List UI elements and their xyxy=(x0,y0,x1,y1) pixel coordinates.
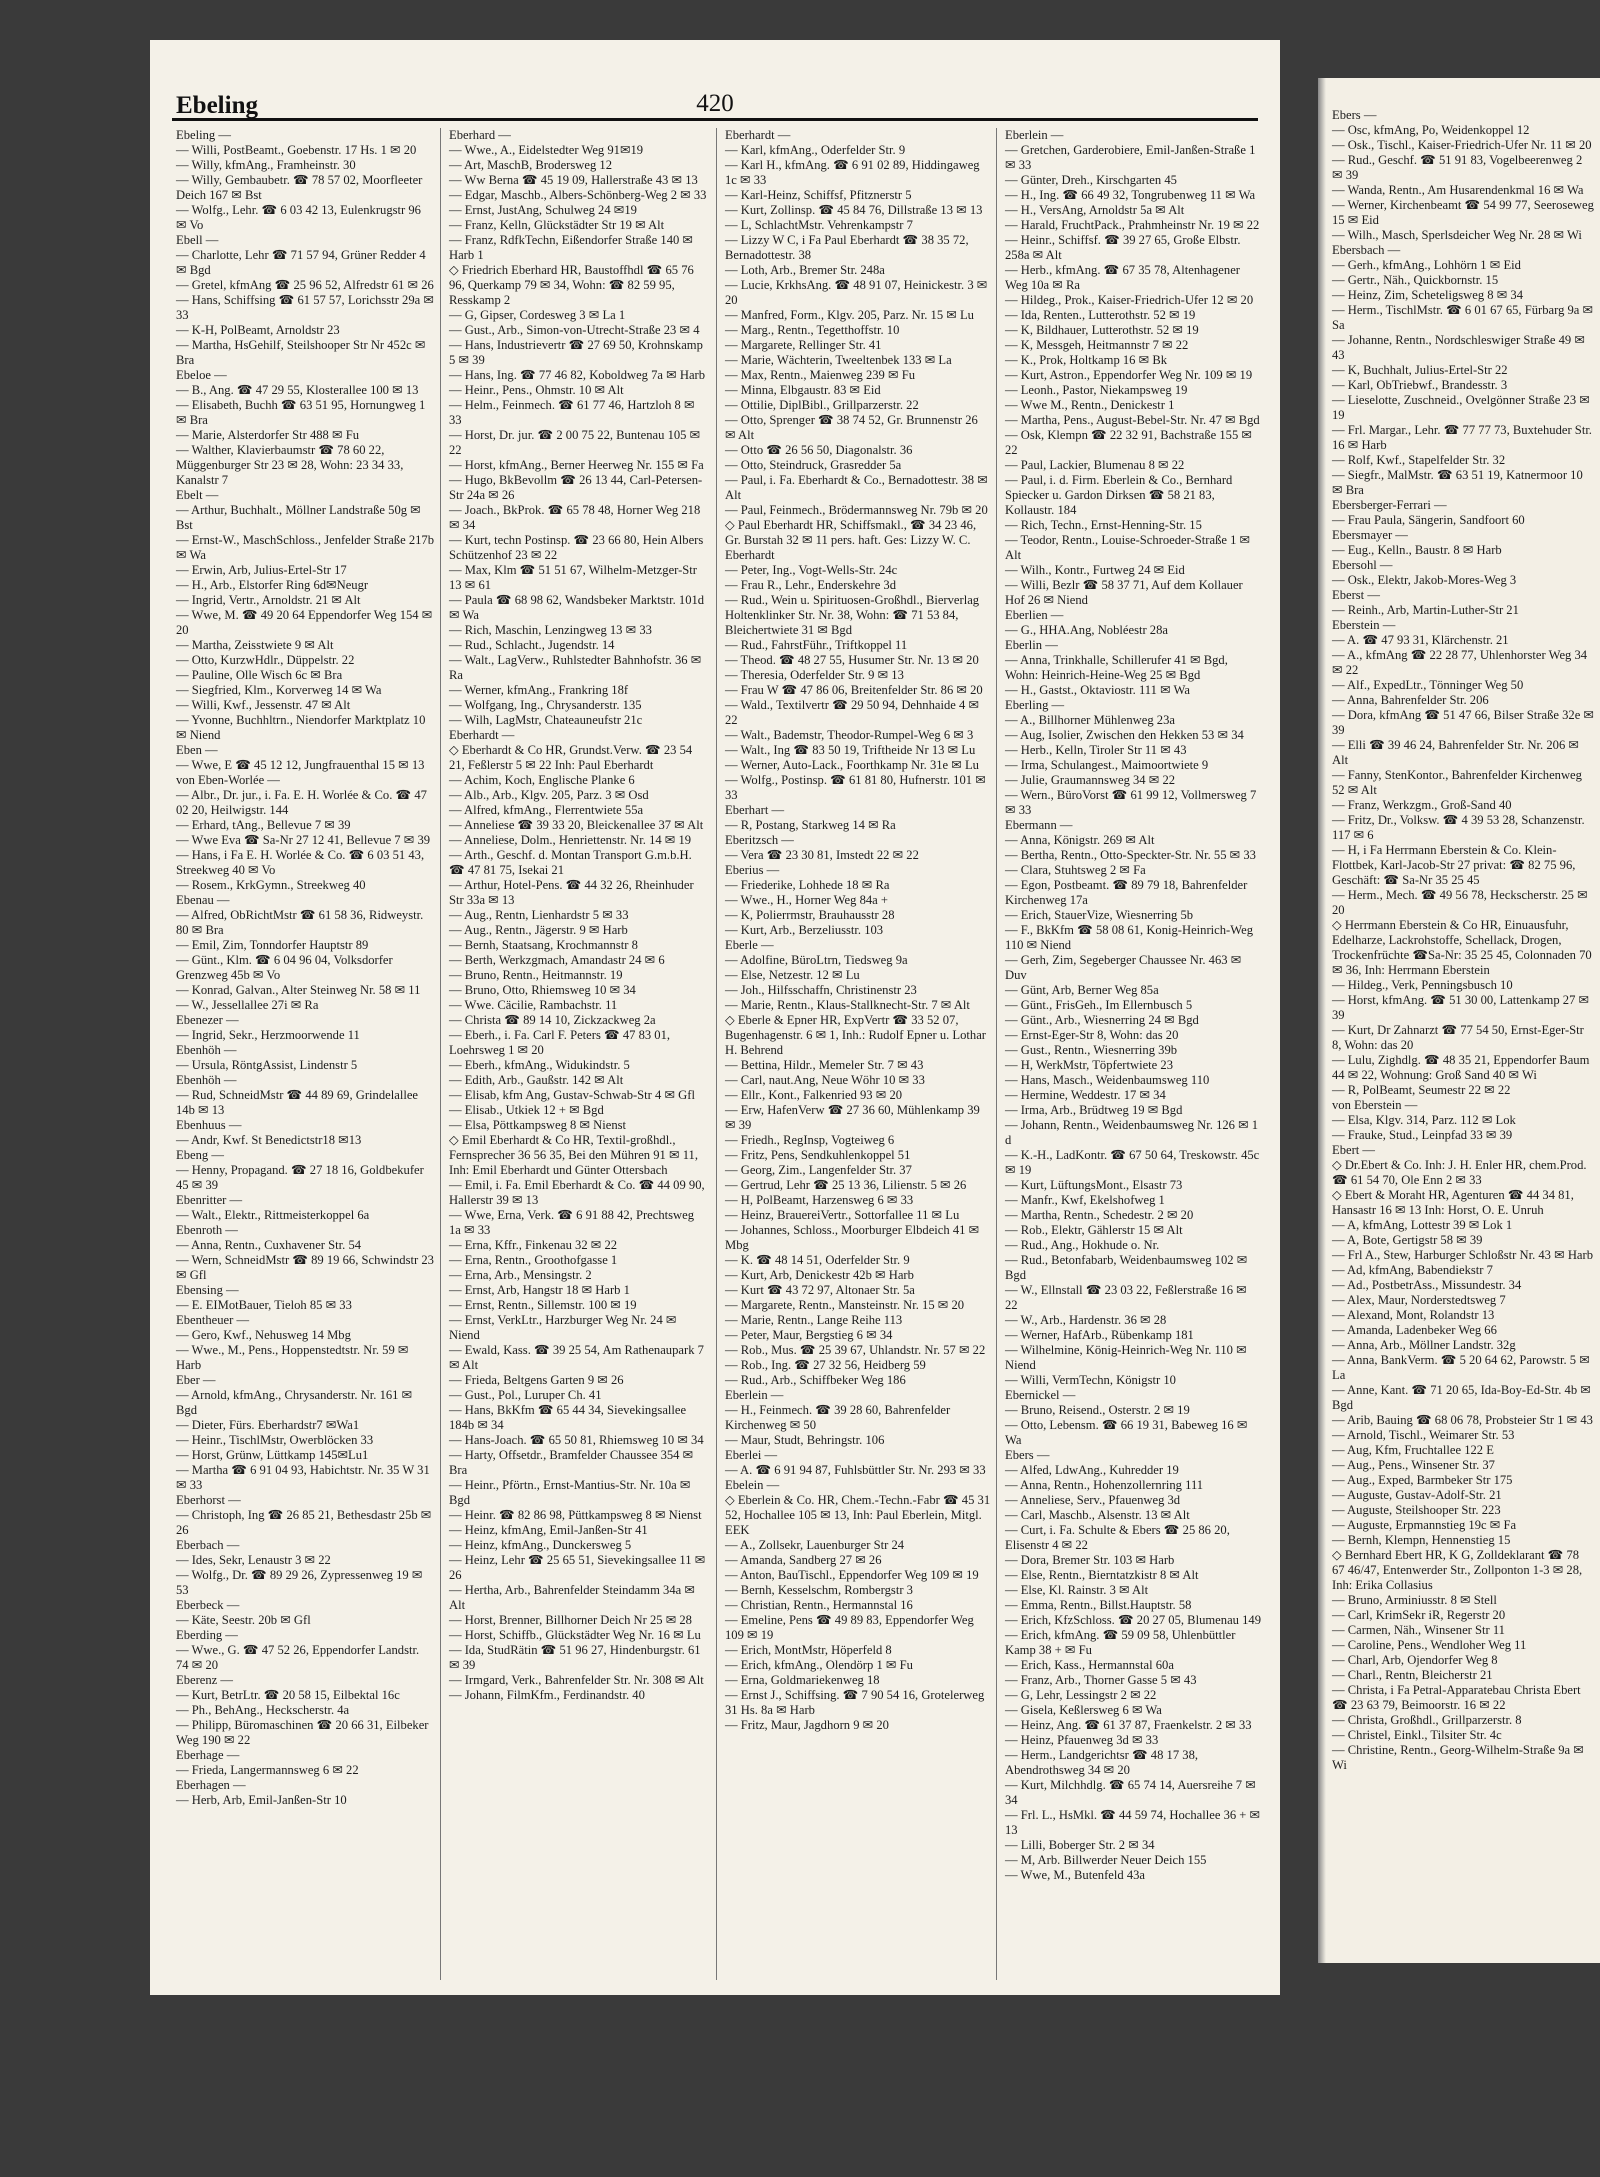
column-3-text: Eberhardt — — Karl, kfmAng., Oderfelder Str. 9 — Karl H., kfmAng. ☎ 6 91 02 89, Hiddingaweg 1c ✉ 33 — Karl-Heinz, Schiffsf, Pfitznerstr 5 — Kurt, Zollinsp. ☎ 45 84 76, Dillstraße 13 ✉ 13 — L, SchlachtMstr. Vehrenkampstr 7 — Lizzy W C, i Fa Paul Eberhardt ☎ 38 35 72, Bernadottestr. 38 — Loth, Arb., Bremer Str. 248a — Lucie, KrkhsAng. ☎ 48 91 07, Heinickestr. 3 ✉ 20 — Manfred, Form., Klgv. 205, Parz. Nr. 15 ✉ Lu — Marg., Rentn., Tegetthoffstr. 10 — Margarete, Rellinger Str. 41 — Marie, Wächterin, Tweeltenbek 133 ✉ La — Max, Rentn., Maienweg 239 ✉ Fu — Minna, Elbgaustr. 83 ✉ Eid — Ottilie, DiplBibl., Grillparzerstr. 22 — Otto, Sprenger ☎ 38 74 52, Gr. Brunnenstr 26 ✉ Alt — Otto ☎ 26 56 50, Diagonalstr. 36 — Otto, Steindruck, Grasredder 5a — Paul, i. Fa. Eberhardt & Co., Bernadottestr. 38 ✉ Alt — Paul, Feinmech., Brödermannsweg Nr. 79b ✉ 20 ◇ Paul Eberhardt HR, Schiffsmakl., ☎ 34 23 46, Gr. Burstah 32 ✉ 11 pers. haft. Ges: Lizzy W. C. Eberhardt — Peter, Ing., Vogt-Wells-Str. 24c — Frau R., Lehr., Enderskehre 3d — Rud., Wein u. Spirituosen-Großhdl., Bierverlag Holtenklinker Str. Nr. 38, Wohn: ☎ 71 53 84, Bleichertwiete 31 ✉ Bgd — Rud., FahrstFühr., Triftkoppel 11 — Theod. ☎ 48 27 55, Husumer Str. Nr. 13 ✉ 20 — Theresia, Oderfelder Str. 9 ✉ 13 — Frau W ☎ 47 86 06, Breitenfelder Str. 86 ✉ 20 — Wald., Textilvertr ☎ 29 50 94, Dehnhaide 4 ✉ 22 — Walt., Bademstr, Theodor-Rumpel-Weg 6 ✉ 3 — Walt., Ing ☎ 83 50 19, Triftheide Nr 13 ✉ Lu — Werner, Auto-Lack., Foorthkamp Nr. 31e ✉ Lu — Wolfg., Postinsp. ☎ 61 81 80, Hufnerstr. 101 ✉ 33 Eberhart — — R, Postang, Starkweg 14 ✉ Ra Eberitzsch — — Vera ☎ 23 30 81, Imstedt 22 ✉ 22 Eberius — — Friederike, Lohhede 18 ✉ Ra — Wwe., H., Horner Weg 84a + — K, Polierrmstr, Brauhausstr 28 — Kurt, Arb., Berzeliusstr. 103 Eberle — — Adolfine, BüroLtrn, Tiedsweg 9a — Else, Netzestr. 12 ✉ Lu — Joh., Hilfsschaffn, Christinenstr 23 — Marie, Rentn., Klaus-Stallknecht-Str. 7 ✉ Alt ◇ Eberle & Epner HR, ExpVertr ☎ 33 52 07, Bugenhagenstr. 6 ✉ 1, Inh.: Rudolf Epner u. Lothar H. Behrend — Bettina, Hildr., Memeler Str. 7 ✉ 43 — Carl, naut.Ang, Neue Wöhr 10 ✉ 33 — Ellr., Kont., Falkenried 93 ✉ 20 — Erw, HafenVerw ☎ 27 36 60, Mühlenkamp 39 ✉ 39 — Friedh., RegInsp, Vogteiweg 6 — Fritz, Pens, Sendkuhlenkoppel 51 — Georg, Zim., Langenfelder Str. 37 — Gertrud, Lehr ☎ 25 13 36, Lilienstr. 5 ✉ 26 — H, PolBeamt, Harzensweg 6 ✉ 33 — Heinz, BrauereiVertr., Sottorfallee 11 ✉ Lu — Johannes, Schloss., Moorburger Elbdeich 41 ✉ Mbg — K. ☎ 48 14 51, Oderfelder Str. 9 — Kurt, Arb, Denickestr 42b ✉ Harb — Kurt ☎ 43 72 97, Altonaer Str. 5a — Margarete, Rentn., Mansteinstr. Nr. 15 ✉ 20 — Marie, Rentn., Lange Reihe 113 — Peter, Maur, Bergstieg 6 ✉ 34 — Rob., Mus. ☎ 25 39 67, Uhlandstr. Nr. 57 ✉ 22 — Rob., Ing. ☎ 27 32 56, Heidberg 59 — Rud., Arb., Schiffbeker Weg 186 Eberlein — — H., Feinmech. ☎ 39 28 60, Bahrenfelder Kirchenweg ✉ 50 — Maur, Studt, Behringstr. 106 Eberlei — — A. ☎ 6 91 94 87, Fuhlsbüttler Str. Nr. 293 ✉ 33 Ebelein — ◇ Eberlein & Co. HR, Chem.-Techn.-Fabr ☎ 45 31 52, Hochallee 105 ✉ 13, Inh: Paul Eberlein, Mitgl. EEK — A., Zollsekr, Lauenburger Str 24 — Amanda, Sandberg 27 ✉ 26 — Anton, BauTischl., Eppendorfer Weg 109 ✉ 19 — Bernh, Kesselschm, Rombergstr 3 — Christian, Rentn., Hermannstal 16 — Emeline, Pens ☎ 49 89 83, Eppendorfer Weg 109 ✉ 19 — Erich, MontMstr, Höperfeld 8 — Erich, kfmAng., Olendörp 1 ✉ Fu — Erna, Goldmariekenweg 18 — Ernst J., Schiffsing. ☎ 7 90 54 16, Grotelerweg 31 Hs. 8a ✉ Harb — Fritz, Maur, Jagdhorn 9 ✉ 20 xyxy=(725,128,991,1732)
column-2-text: Eberhard — — Wwe., A., Eidelstedter Weg 91✉19 — Art, MaschB, Brodersweg 12 — Ww Berna ☎ 45 19 09, Hallerstraße 43 ✉ 13 — Edgar, Maschb., Albers-Schönberg-Weg 2 ✉ 33 — Ernst, JustAng, Schulweg 24 ✉19 — Franz, Kelln, Glückstädter Str 19 ✉ Alt — Franz, RdfkTechn, Eißendorfer Straße 140 ✉ Harb 1 ◇ Friedrich Eberhard HR, Baustoffhdl ☎ 65 76 96, Querkamp 79 ✉ 34, Wohn: ☎ 82 59 95, Resskamp 2 — G, Gipser, Cordesweg 3 ✉ La 1 — Gust., Arb., Simon-von-Utrecht-Straße 23 ✉ 4 — Hans, Industrievertr ☎ 27 69 50, Krohnskamp 5 ✉ 39 — Hans, Ing. ☎ 77 46 82, Koboldweg 7a ✉ Harb — Heinr., Pens., Ohmstr. 10 ✉ Alt — Helm., Feinmech. ☎ 61 77 46, Hartzloh 8 ✉ 33 — Horst, Dr. jur. ☎ 2 00 75 22, Buntenau 105 ✉ 22 — Horst, kfmAng., Berner Heerweg Nr. 155 ✉ Fa — Hugo, BkBevollm ☎ 26 13 44, Carl-Petersen-Str 24a ✉ 26 — Joach., BkProk. ☎ 65 78 48, Horner Weg 218 ✉ 34 — Kurt, techn Postinsp. ☎ 23 66 80, Hein Albers Schützenhof 23 ✉ 22 — Max, Klm ☎ 51 51 67, Wilhelm-Metzger-Str 13 ✉ 61 — Paula ☎ 68 98 62, Wandsbeker Marktstr. 101d ✉ Wa — Rich, Maschin, Lenzingweg 13 ✉ 33 — Rud., Schlacht., Jugendstr. 14 — Walt., LagVerw., Ruhlstedter Bahnhofstr. 36 ✉ Ra — Werner, kfmAng., Frankring 18f — Wolfgang, Ing., Chrysanderstr. 135 — Wilh, LagMstr, Chateauneufstr 21c Eberhardt — ◇ Eberhardt & Co HR, Grundst.Verw. ☎ 23 54 21, Feßlerstr 5 ✉ 22 Inh: Paul Eberhardt — Achim, Koch, Englische Planke 6 — Alb., Arb., Klgv. 205, Parz. 3 ✉ Osd — Alfred, kfmAng., Flerrentwiete 55a — Anneliese ☎ 39 33 20, Bleickenallee 37 ✉ Alt — Anneliese, Dolm., Henriettenstr. Nr. 14 ✉ 19 — Arth., Geschf. d. Montan Transport G.m.b.H. ☎ 47 81 75, Isekai 21 — Arthur, Hotel-Pens. ☎ 44 32 26, Rheinhuder Str 33a ✉ 13 — Aug., Rentn, Lienhardstr 5 ✉ 33 — Aug., Rentn., Jägerstr. 9 ✉ Harb — Bernh, Staatsang, Krochmannstr 8 — Berth, Werkzgmach, Amandastr 24 ✉ 6 — Bruno, Rentn., Heitmannstr. 19 — Bruno, Otto, Rhiemsweg 10 ✉ 34 — Wwe. Cäcilie, Rambachstr. 11 — Christa ☎ 89 14 10, Zickzackweg 2a — Eberh., i. Fa. Carl F. Peters ☎ 47 83 01, Loehrsweg 1 ✉ 20 — Eberh., kfmAng., Widukindstr. 5 — Edith, Arb., Gaußstr. 142 ✉ Alt — Elisab, kfm Ang, Gustav-Schwab-Str 4 ✉ Gfl — Elisab., Utkiek 12 + ✉ Bgd — Elsa, Pöttkampsweg 8 ✉ Nienst ◇ Emil Eberhardt & Co HR, Textil-großhdl., Fernsprecher 36 56 35, Bei den Mühren 91 ✉ 11, Inh: Emil Eberhardt und Günter Ottersbach — Emil, i. Fa. Emil Eberhardt & Co. ☎ 44 09 90, Hallerstr 39 ✉ 13 — Wwe, Erna, Verk. ☎ 6 91 88 42, Prechtsweg 1a ✉ 33 — Erna, Kffr., Finkenau 32 ✉ 22 — Erna, Rentn., Groothofgasse 1 — Erna, Arb., Mensingstr. 2 — Ernst, Arb, Hangstr 18 ✉ Harb 1 — Ernst, Rentn., Sillemstr. 100 ✉ 19 — Ernst, VerkLtr., Harzburger Weg Nr. 24 ✉ Niend — Ewald, Kass. ☎ 39 25 54, Am Rathenaupark 7 ✉ Alt — Frieda, Beltgens Garten 9 ✉ 26 — Gust., Pol., Luruper Ch. 41 — Hans, BkKfm ☎ 65 44 34, Sievekingsallee 184b ✉ 34 — Hans-Joach. ☎ 65 50 81, Rhiemsweg 10 ✉ 34 — Harty, Offsetdr., Bramfelder Chaussee 354 ✉ Bra — Heinr., Pförtn., Ernst-Mantius-Str. Nr. 10a ✉ Bgd — Heinr. ☎ 82 86 98, Püttkampsweg 8 ✉ Nienst — Heinz, kfmAng, Emil-Janßen-Str 41 — Heinz, kfmAng., Dunckersweg 5 — Heinz, Lehr ☎ 25 65 51, Sievekingsallee 11 ✉ 26 — Hertha, Arb., Bahrenfelder Steindamm 34a ✉ Alt — Horst, Brenner, Billhorner Deich Nr 25 ✉ 28 — Horst, Schiffb., Glückstädter Weg Nr. 16 ✉ Lu — Ida, StudRätin ☎ 51 96 27, Hindenburgstr. 61 ✉ 39 — Irmgard, Verk., Bahrenfelder Str. Nr. 308 ✉ Alt — Johann, FilmKfm., Ferdinandstr. 40 xyxy=(449,128,707,1702)
column-4-text: Eberlein — — Gretchen, Garderobiere, Emil-Janßen-Straße 1 ✉ 33 — Günter, Dreh., Kirschgarten 45 — H., Ing. ☎ 66 49 32, Tongrubenweg 11 ✉ Wa — H., VersAng, Arnoldstr 5a ✉ Alt — Harald, FruchtPack., Prahmheinstr Nr. 19 ✉ 22 — Heinr., Schiffsf. ☎ 39 27 65, Große Elbstr. 258a ✉ Alt — Herb., kfmAng. ☎ 67 35 78, Altenhagener Weg 10a ✉ Ra — Hildeg., Prok., Kaiser-Friedrich-Ufer 12 ✉ 20 — Ida, Renten., Lutterothstr. 52 ✉ 19 — K, Bildhauer, Lutterothstr. 52 ✉ 19 — K, Messgeh, Heitmannstr 7 ✉ 22 — K., Prok, Holtkamp 16 ✉ Bk — Kurt, Astron., Eppendorfer Weg Nr. 109 ✉ 19 — Leonh., Pastor, Niekampsweg 19 — Wwe M., Rentn., Denickestr 1 — Martha, Pens., August-Bebel-Str. Nr. 47 ✉ Bgd — Osk, Klempn ☎ 22 32 91, Bachstraße 155 ✉ 22 — Paul, Lackier, Blumenau 8 ✉ 22 — Paul, i. d. Firm. Eberlein & Co., Bernhard Spiecker u. Gardon Dirksen ☎ 58 21 83, Kollaustr. 184 — Rich, Techn., Ernst-Henning-Str. 15 — Teodor, Rentn., Louise-Schroeder-Straße 1 ✉ Alt — Wilh., Kontr., Furtweg 24 ✉ Eid — Willi, Bezlr ☎ 58 37 71, Auf dem Kollauer Hof 26 ✉ Niend Eberlien — — G., HHA.Ang, Nobléestr 28a Eberlin — — Anna, Trinkhalle, Schillerufer 41 ✉ Bgd, Wohn: Heinrich-Heine-Weg 25 ✉ Bgd — H., Gastst., Oktaviostr. 111 ✉ Wa Eberling — — A., Billhorner Mühlenweg 23a — Aug, Isolier, Zwischen den Hekken 53 ✉ 34 — Herb., Kelln, Tiroler Str 11 ✉ 43 — Irma, Schulangest., Maimoortwiete 9 — Julie, Graumannsweg 34 ✉ 22 — Wern., BüroVorst ☎ 61 99 12, Vollmersweg 7 ✉ 33 Ebermann — — Anna, Königstr. 269 ✉ Alt — Bertha, Rentn., Otto-Speckter-Str. Nr. 55 ✉ 33 — Clara, Stuhtsweg 2 ✉ Fa — Egon, Postbeamt. ☎ 89 79 18, Bahrenfelder Kirchenweg 17a — Erich, StauerVize, Wiesnerring 5b — F., BkKfm ☎ 58 08 61, Konig-Heinrich-Weg 110 ✉ Niend — Gerh, Zim, Segeberger Chaussee Nr. 463 ✉ Duv — Günt, Arb, Berner Weg 85a — Günt., FrisGeh., Im Ellernbusch 5 — Günt., Arb., Wiesnerring 24 ✉ Bgd — Ernst-Eger-Str 8, Wohn: das 20 — Gust., Rentn., Wiesnerring 39b — H, WerkMstr, Töpfertwiete 23 — Hans, Masch., Weidenbaumsweg 110 — Hermine, Weddestr. 17 ✉ 34 — Irma, Arb., Brüdtweg 19 ✉ Bgd — Johann, Rentn., Weidenbaumsweg Nr. 126 ✉ 1 d — K.-H., LadKontr. ☎ 67 50 64, Treskowstr. 45c ✉ 19 — Kurt, LüftungsMont., Elsastr 73 — Manfr., Kwf, Ekelshofweg 1 — Martha, Rentn., Schedestr. 2 ✉ 20 — Rob., Elektr, Gählerstr 15 ✉ Alt — Rud., Ang., Hokhude o. Nr. — Rud., Betonfabarb, Weidenbaumsweg 102 ✉ Bgd — W., Ellnstall ☎ 23 03 22, Feßlerstraße 16 ✉ 22 — W., Arb., Hardenstr. 36 ✉ 28 — Werner, HafArb., Rübenkamp 181 — Wilhelmine, König-Heinrich-Weg Nr. 110 ✉ Niend — Willi, VermTechn, Königstr 10 Ebernickel — — Bruno, Reisend., Osterstr. 2 ✉ 19 — Otto, Lebensm. ☎ 66 19 31, Babeweg 16 ✉ Wa Ebers — — Alfed, LdwAng., Kuhredder 19 — Anna, Rentn., Hohenzollernring 111 — Anneliese, Serv., Pfauenweg 3d — Carl, Maschb., Alsenstr. 13 ✉ Alt — Curt, i. Fa. Schulte & Ebers ☎ 25 86 20, Elisenstr 4 ✉ 22 — Dora, Bremer Str. 103 ✉ Harb — Else, Rentn., Bierntatzkistr 8 ✉ Alt — Else, Kl. Rainstr. 3 ✉ Alt — Emma, Rentn., Billst.Hauptstr. 58 — Erich, KfzSchloss. ☎ 20 27 05, Blumenau 149 — Erich, kfmAng. ☎ 59 09 58, Uhlenbüttler Kamp 38 + ✉ Fu — Erich, Kass., Hermannstal 60a — Franz, Arb., Thorner Gasse 5 ✉ 43 — G, Lehr, Lessingstr 2 ✉ 22 — Gisela, Keßlersweg 6 ✉ Wa — Heinz, Ang. ☎ 61 37 87, Fraenkelstr. 2 ✉ 33 — Heinz, Pfauenweg 3d ✉ 33 — Herm., Landgerichtsr ☎ 48 17 38, Abendrothsweg 34 ✉ 20 — Kurt, Milchhdlg. ☎ 65 74 14, Auersreihe 7 ✉ 34 — Frl. L., HsMkl. ☎ 44 59 74, Hochallee 36 + ✉ 13 — Lilli, Boberger Str. 2 ✉ 34 — M, Arb. Billwerder Neuer Deich 155 — Wwe, M., Butenfeld 43a xyxy=(1005,128,1261,1882)
page-gutter-shadow xyxy=(1318,78,1326,1963)
column-1 xyxy=(176,128,434,1980)
adjacent-column xyxy=(1332,108,1594,1953)
page-number: 420 xyxy=(696,90,734,117)
column-2 xyxy=(449,128,707,1980)
directory-page xyxy=(150,40,1280,1995)
column-4 xyxy=(1005,128,1261,1980)
column-3 xyxy=(725,128,991,1980)
column-1-text: Ebeling — — Willi, PostBeamt., Goebenstr. 17 Hs. 1 ✉ 20 — Willy, kfmAng., Framheinstr. 30 — Willy, Gembaubetr. ☎ 78 57 02, Moorfleeter Deich 167 ✉ Bst — Wolfg., Lehr. ☎ 6 03 42 13, Eulenkrugstr 96 ✉ Vo Ebell — — Charlotte, Lehr ☎ 71 57 94, Grüner Redder 4 ✉ Bgd — Gretel, kfmAng ☎ 25 96 52, Alfredstr 61 ✉ 26 — Hans, Schiffsing ☎ 61 57 57, Lorichsstr 29a ✉ 33 — K-H, PolBeamt, Arnoldstr 23 — Martha, HsGehilf, Steilshooper Str Nr 452c ✉ Bra Ebeloe — — B., Ang. ☎ 47 29 55, Klosterallee 100 ✉ 13 — Elisabeth, Buchh ☎ 63 51 95, Hornungweg 1 ✉ Bra — Marie, Alsterdorfer Str 488 ✉ Fu — Walther, Klavierbaumstr ☎ 78 60 22, Müggenburger Str 23 ✉ 28, Wohn: 23 34 33, Kanalstr 7 Ebelt — — Arthur, Buchhalt., Möllner Landstraße 50g ✉ Bst — Ernst-W., MaschSchloss., Jenfelder Straße 217b ✉ Wa — Erwin, Arb, Julius-Ertel-Str 17 — H., Arb., Elstorfer Ring 6d✉Neugr — Ingrid, Vertr., Arnoldstr. 21 ✉ Alt — Wwe, M. ☎ 49 20 64 Eppendorfer Weg 154 ✉ 20 — Martha, Zeisstwiete 9 ✉ Alt — Otto, KurzwHdlr., Düppelstr. 22 — Pauline, Olle Wisch 6c ✉ Bra — Siegfried, Klm., Korverweg 14 ✉ Wa — Willi, Kwf., Jessenstr. 47 ✉ Alt — Yvonne, Buchhltrn., Niendorfer Marktplatz 10 ✉ Niend Eben — — Wwe, E ☎ 45 12 12, Jungfrauenthal 15 ✉ 13 von Eben-Worlée — — Albr., Dr. jur., i. Fa. E. H. Worlée & Co. ☎ 47 02 20, Heilwigstr. 144 — Erhard, tAng., Bellevue 7 ✉ 39 — Wwe Eva ☎ Sa-Nr 27 12 41, Bellevue 7 ✉ 39 — Hans, i Fa E. H. Worlée & Co. ☎ 6 03 51 43, Streekweg 40 ✉ Vo — Rosem., KrkGymn., Streekweg 40 Ebenau — — Alfred, ObRichtMstr ☎ 61 58 36, Ridweystr. 80 ✉ Bra — Emil, Zim, Tonndorfer Hauptstr 89 — Günt., Klm. ☎ 6 04 96 04, Volksdorfer Grenzweg 45b ✉ Vo — Konrad, Galvan., Alter Steinweg Nr. 58 ✉ 11 — W., Jessellallee 27i ✉ Ra Ebenezer — — Ingrid, Sekr., Herzmoorwende 11 Ebenhöh — — Ursula, RöntgAssist, Lindenstr 5 Ebenhöh — — Rud, SchneidMstr ☎ 44 89 69, Grindelallee 14b ✉ 13 Ebenhuus — — Andr, Kwf. St Benedictstr18 ✉13 Ebeng — — Henny, Propagand. ☎ 27 18 16, Goldbekufer 45 ✉ 39 Ebenritter — — Walt., Elektr., Rittmeisterkoppel 6a Ebenroth — — Anna, Rentn., Cuxhavener Str. 54 — Wern, SchneidMstr ☎ 89 19 66, Schwindstr 23 ✉ Gfl Ebensing — — E. EIMotBauer, Tieloh 85 ✉ 33 Ebentheuer — — Gero, Kwf., Nehusweg 14 Mbg — Wwe., M., Pens., Hoppenstedtstr. Nr. 59 ✉ Harb Eber — — Arnold, kfmAng., Chrysanderstr. Nr. 161 ✉ Bgd — Dieter, Fürs. Eberhardstr7 ✉Wa1 — Heinr., TischlMstr, Owerblöcken 33 — Horst, Grünw, Lüttkamp 145✉Lu1 — Martha ☎ 6 91 04 93, Habichtstr. Nr. 35 W 31 ✉ 33 Eberhorst — — Christoph, Ing ☎ 26 85 21, Bethesdastr 25b ✉ 26 Eberbach — — Ides, Sekr, Lenaustr 3 ✉ 22 — Wolfg., Dr. ☎ 89 29 26, Zypressenweg 19 ✉ 53 Eberbeck — — Käte, Seestr. 20b ✉ Gfl Eberding — — Wwe., G. ☎ 47 52 26, Eppendorfer Landstr. 74 ✉ 20 Eberenz — — Kurt, BetrLtr. ☎ 20 58 15, Eilbektal 16c — Ph., BehAng., Heckscherstr. 4a — Philipp, Büromaschinen ☎ 20 66 31, Eilbeker Weg 190 ✉ 22 Eberhage — — Frieda, Langermannsweg 6 ✉ 22 Eberhagen — — Herb, Arb, Emil-Janßen-Str 10 xyxy=(176,128,435,1807)
directory-columns xyxy=(172,128,1261,1980)
adjacent-column-text: Ebers — — Osc, kfmAng, Po, Weidenkoppel 12 — Osk., Tischl., Kaiser-Friedrich-Ufer Nr. 11 ✉ 20 — Rud., Geschf. ☎ 51 91 83, Vogelbeerenweg 2 ✉ 39 — Wanda, Rentn., Am Husarendenkmal 16 ✉ Wa — Werner, Kirchenbeamt ☎ 54 99 77, Seeroseweg 15 ✉ Eid — Wilh., Masch, Sperlsdeicher Weg Nr. 28 ✉ Wi Ebersbach — — Gerh., kfmAng., Lohhörn 1 ✉ Eid — Gertr., Näh., Quickbornstr. 15 — Heinz, Zim, Scheteligsweg 8 ✉ 34 — Herm., TischlMstr. ☎ 6 01 67 65, Fürbarg 9a ✉ Sa — Johanne, Rentn., Nordschleswiger Straße 49 ✉ 43 — K, Buchhalt, Julius-Ertel-Str 22 — Karl, ObTriebwf., Brandesstr. 3 — Lieselotte, Zuschneid., Ovelgönner Straße 23 ✉ 19 — Frl. Margar., Lehr. ☎ 77 77 73, Buxtehuder Str. 16 ✉ Harb — Rolf, Kwf., Stapelfelder Str. 32 — Siegfr., MalMstr. ☎ 63 51 19, Katnermoor 10 ✉ Bra Ebersberger-Ferrari — — Frau Paula, Sängerin, Sandfoort 60 Ebersmayer — — Eug., Kelln., Baustr. 8 ✉ Harb Ebersohl — — Osk., Elektr, Jakob-Mores-Weg 3 Eberst — — Reinh., Arb, Martin-Luther-Str 21 Eberstein — — A. ☎ 47 93 31, Klärchenstr. 21 — A., kfmAng ☎ 22 28 77, Uhlenhorster Weg 34 ✉ 22 — Alf., ExpedLtr., Tönninger Weg 50 — Anna, Bahrenfelder Str. 206 — Dora, kfmAng ☎ 51 47 66, Bilser Straße 32e ✉ 39 — Elli ☎ 39 46 24, Bahrenfelder Str. Nr. 206 ✉ Alt — Fanny, StenKontor., Bahrenfelder Kirchenweg 52 ✉ Alt — Franz, Werkzgm., Groß-Sand 40 — Fritz, Dr., Volksw. ☎ 4 39 53 28, Schanzenstr. 117 ✉ 6 — H, i Fa Herrmann Eberstein & Co. Klein-Flottbek, Karl-Jacob-Str 27 privat: ☎ 82 75 96, Geschäft: ☎ Sa-Nr 35 25 45 — Herm., Mech. ☎ 49 56 78, Heckscherstr. 25 ✉ 20 ◇ Herrmann Eberstein & Co HR, Einuausfuhr, Edelharze, Lackrohstoffe, Schellack, Drogen, Trockenfrüchte ☎Sa-Nr: 35 25 45, Colonnaden 70 ✉ 36, Inh: Herrmann Eberstein — Hildeg., Verk, Penningsbusch 10 — Horst, kfmAng. ☎ 51 30 00, Lattenkamp 27 ✉ 39 — Kurt, Dr Zahnarzt ☎ 77 54 50, Ernst-Eger-Str 8, Wohn: das 20 — Lulu, Zighdlg. ☎ 48 35 21, Eppendorfer Baum 44 ✉ 22, Wohnung: Groß Sand 40 ✉ Wi — R, PolBeamt, Seumestr 22 ✉ 22 von Eberstein — — Elsa, Klgv. 314, Parz. 112 ✉ Lok — Frauke, Stud., Leinpfad 33 ✉ 39 Ebert — ◇ Dr.Ebert & Co. Inh: J. H. Enler HR, chem.Prod. ☎ 61 54 70, Ole Enn 2 ✉ 33 ◇ Ebert & Moraht HR, Agenturen ☎ 44 34 81, Hansastr 16 ✉ 13 Inh: Horst, O. E. Unruh — A, kfmAng, Lottestr 39 ✉ Lok 1 — A, Bote, Gertigstr 58 ✉ 39 — Frl A., Stew, Harburger Schloßstr Nr. 43 ✉ Harb — Ad, kfmAng, Babendiekstr 7 — Ad., PostbetrAss., Missundestr. 34 — Alex, Maur, Norderstedtsweg 7 — Alexand, Mont, Rolandstr 13 — Amanda, Ladenbeker Weg 66 — Anna, Arb., Möllner Landstr. 32g — Anna, BankVerm. ☎ 5 20 64 62, Parowstr. 5 ✉ La — Anne, Kant. ☎ 71 20 65, Ida-Boy-Ed-Str. 4b ✉ Bgd — Arib, Bauing ☎ 68 06 78, Probsteier Str 1 ✉ 43 — Arnold, Tischl., Weimarer Str. 53 — Aug, Kfm, Fruchtallee 122 E — Aug., Pens., Winsener Str. 37 — Aug., Exped, Barmbeker Str 175 — Auguste, Gustav-Adolf-Str. 21 — Auguste, Steilshooper Str. 223 — Auguste, Erpmannstieg 19c ✉ Fa — Bernh, Klempn, Hennenstieg 15 ◇ Bernhard Ebert HR, K G, Zolldeklarant ☎ 78 67 46/47, Entenwerder Str., Zollponton 1-3 ✉ 28, Inh: Erika Collasius — Bruno, Arminiusstr. 8 ✉ Stell — Carl, KrimSekr iR, Regerstr 20 — Carmen, Näh., Winsener Str 11 — Caroline, Pens., Wendloher Weg 11 — Charl, Arb, Ojendorfer Weg 8 — Charl., Rentn, Bleicherstr 21 — Christa, i Fa Petral-Apparatebau Christa Ebert ☎ 23 63 79, Beimoorstr. 16 ✉ 22 — Christa, Großhdl., Grillparzerstr. 8 — Christel, Einkl., Tilsiter Str. 4c — Christine, Rentn., Georg-Wilhelm-Straße 9a ✉ Wi xyxy=(1332,108,1594,1772)
page-header xyxy=(172,80,1258,121)
column-divider xyxy=(716,128,717,1980)
header-name: Ebeling xyxy=(176,92,258,119)
adjacent-page xyxy=(1318,78,1600,1963)
column-divider xyxy=(440,128,441,1980)
column-divider xyxy=(996,128,997,1980)
